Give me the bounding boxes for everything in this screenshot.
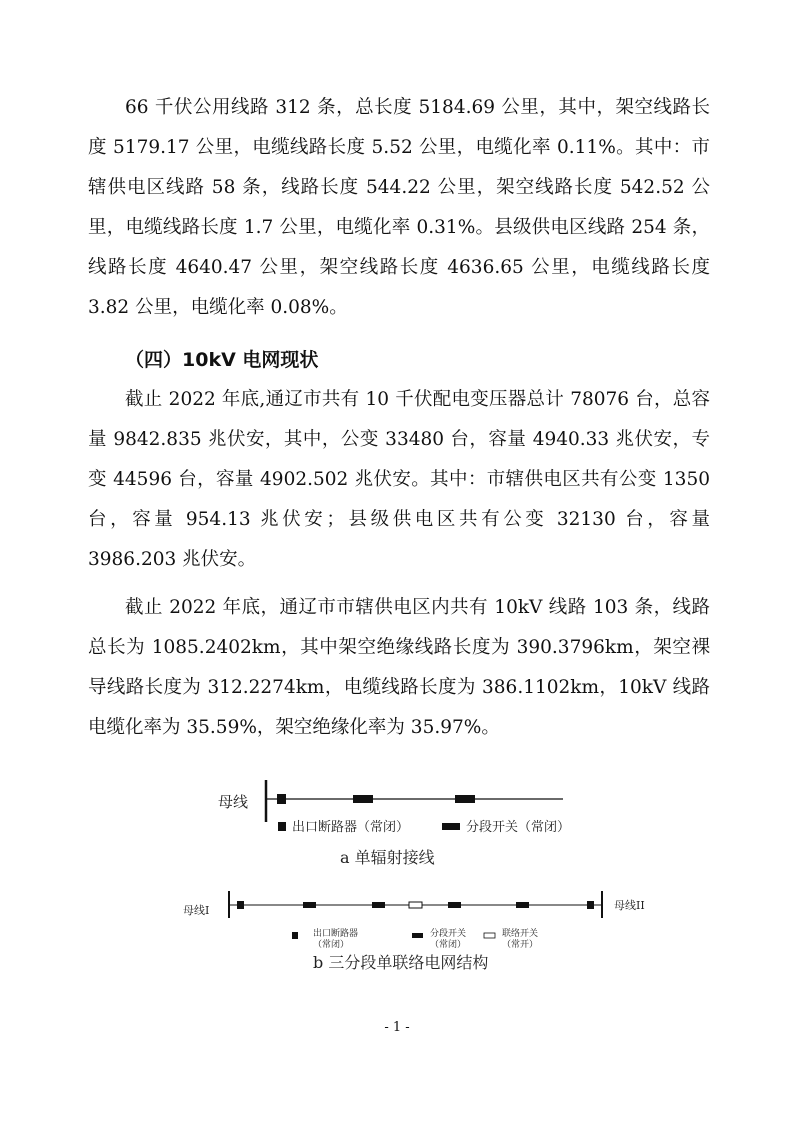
figure-a-legend-breaker-text: 出口断路器（常闭） [292, 820, 410, 835]
figure-a-switch-symbol-1 [353, 795, 373, 803]
figure-b-bus-right-label: 母线II [614, 899, 645, 912]
figure-b-bus-left-label: 母线I [183, 904, 210, 917]
figure-b-legend-switch-line2: （常闭） [430, 940, 467, 950]
figure-b-breaker-right [587, 901, 594, 909]
page-number: - 1 - [384, 1020, 410, 1035]
section-heading-10kv: （四）10kV 电网现状 [125, 349, 319, 371]
paragraph-transformers: 截止 2022 年底,通辽市共有 10 千伏配电变压器总计 78076 台，总容量 9842.835 兆伏安，其中，公变 33480 台，容量 4940.33 兆伏安，专变 44596 台，容量 4902.502 兆伏安。其中：市辖供电区共有公变 1350 台，容量 954.13 兆伏安；县级供电区共有公变 32130 台，容量 3986.203 兆伏安。 [88, 389, 710, 570]
figure-a-legend-switch-symbol [442, 823, 460, 830]
figure-a-bus-label: 母线 [218, 793, 249, 811]
figure-b-legend-breaker-line2: （常闭） [313, 940, 350, 950]
figure-a-switch-symbol-2 [455, 795, 475, 803]
figure-a-caption: a 单辐射接线 [340, 848, 435, 867]
figure-a-legend-switch-text: 分段开关（常闭） [466, 820, 571, 835]
paragraph-10kv-lines: 截止 2022 年底，通辽市市辖供电区内共有 10kV 线路 103 条，线路总长为 1085.2402km，其中架空绝缘线路长度为 390.3796km，架空裸导线路长度为 312.2274km，电缆线路长度为 386.1102km，10kV 线路电缆化率为 35.59%，架空绝缘化率为 35.97%。 [88, 597, 710, 738]
figure-b-legend-switch-symbol [412, 933, 423, 938]
paragraph-66kv-lines: 66 千伏公用线路 312 条，总长度 5184.69 公里，其中，架空线路长度 5179.17 公里，电缆线路长度 5.52 公里，电缆化率 0.11%。其中：市辖供电区线路 58 条，线路长度 544.22 公里，架空线路长度 542.52 公里，电缆线路长度 1.7 公里，电缆化率 0.31%。县级供电区线路 254 条，线路长度 4640.47 公里，架空线路长度 4636.65 公里，电缆线路长度 3.82 公里，电缆化率 0.08%。 [88, 97, 710, 318]
figure-b-tie-switch [409, 902, 422, 908]
figure-b-legend-breaker-symbol [292, 932, 298, 939]
figure-b-switch-2 [372, 902, 385, 908]
figure-b-switch-4 [516, 902, 529, 908]
figure-b-breaker-left [237, 901, 244, 909]
figure-b-switch-3 [448, 902, 461, 908]
figure-b-caption: b 三分段单联络电网结构 [313, 953, 489, 972]
figure-a-legend-breaker-symbol [278, 822, 286, 831]
figure-b-legend-tie-line1: 联络开关 [502, 929, 539, 939]
figure-b-legend-breaker-line1: 出口断路器 [313, 929, 359, 939]
figure-a-breaker-symbol [277, 794, 286, 804]
figure-b-switch-1 [303, 902, 316, 908]
figure-b-legend-tie-symbol [484, 933, 495, 938]
figure-b-legend-switch-line1: 分段开关 [430, 929, 467, 939]
figure-b-legend-tie-line2: （常开） [502, 940, 539, 950]
